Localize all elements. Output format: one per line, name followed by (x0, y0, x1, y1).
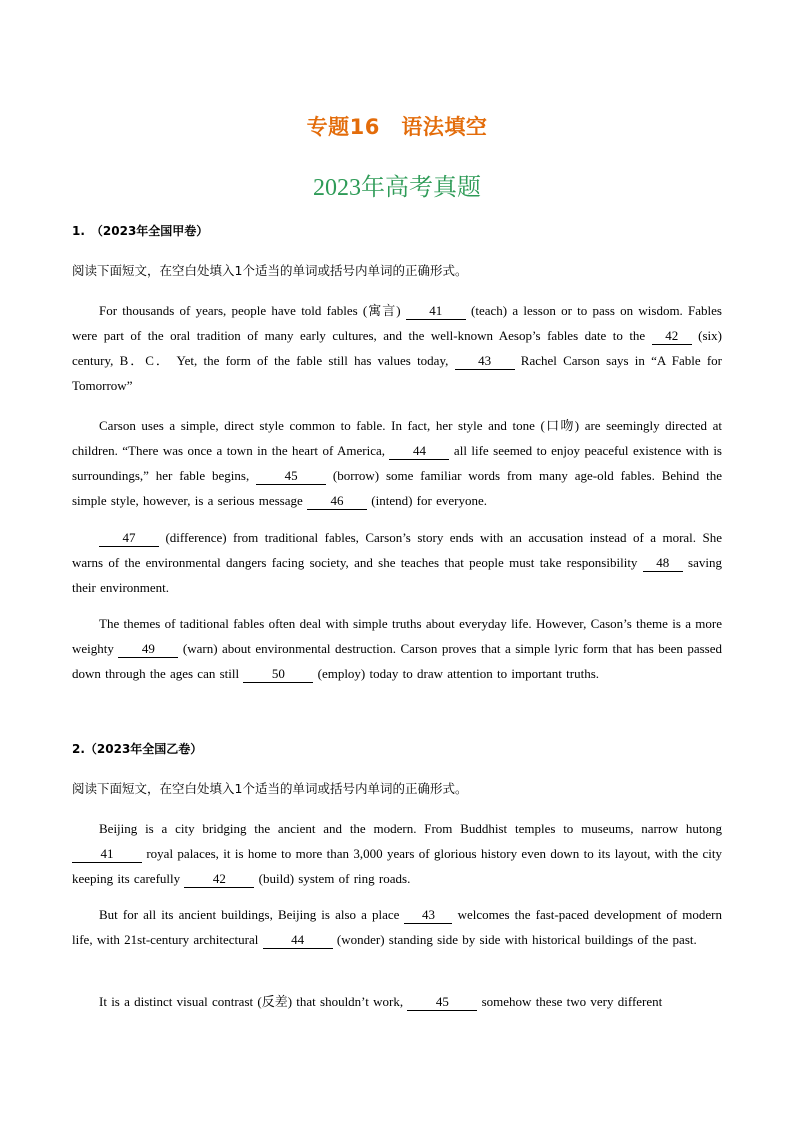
passage-text: (borrow) some familiar words from many age-old fables. Behind the simple style, however, is a serious message (72, 468, 722, 508)
passage-text: (teach) a lesson or to pass on wisdom. Fables were part of the oral tradition of many early cultures, and the well-known Aesop’s fables date to the (72, 303, 722, 343)
blank-46[interactable]: 46 (307, 492, 367, 510)
blank-43[interactable]: 43 (455, 352, 515, 370)
passage-text: But for all its ancient buildings, Beijing is also a place (99, 907, 405, 922)
blank-49[interactable]: 49 (118, 640, 178, 658)
blank-41[interactable]: 41 (72, 845, 142, 863)
question-2-paragraph-3 (72, 989, 722, 1014)
question-1-paragraph-4 (72, 611, 722, 686)
passage-text: (difference) from traditional fables, Carson’s story ends with an accusation instead of a moral. She warns of the environmental dangers facing society, and she teaches that people must take responsibility (72, 530, 722, 570)
passage-text: royal palaces, it is home to more than 3,000 years of glorious history even down to its layout, with the city keeping its carefully (72, 846, 722, 886)
blank-44[interactable]: 44 (389, 442, 449, 460)
passage-text: welcomes the fast-paced development of modern life, with 21st-century architectural (72, 907, 722, 947)
blank-50[interactable]: 50 (243, 665, 313, 683)
question-1-paragraph-2 (72, 413, 722, 513)
question-2-paragraph-1 (72, 816, 722, 891)
blank-45[interactable]: 45 (407, 993, 477, 1011)
passage-text: (warn) about environmental destruction. Carson proves that a simple lyric form that has been passed down through the ages can still (72, 641, 722, 681)
passage-text: (intend) for everyone. (367, 493, 487, 508)
passage-text: saving their environment. (72, 555, 722, 595)
passage-text: Beijing is a city bridging the ancient and the modern. From Buddhist temples to museums, narrow hutong (99, 821, 722, 836)
passage-text: (six) century, B．C． Yet, the form of the fable still has values today, (72, 328, 722, 368)
passage-text: The themes of taditional fables often deal with simple truths about everyday life. However, Cason’s theme is a more weighty (72, 616, 722, 656)
question-1-paragraph-3 (72, 525, 722, 600)
question-2-instruction: 阅读下面短文，在空白处填入1个适当的单词或括号内单词的正确形式。 (72, 781, 468, 796)
blank-44[interactable]: 44 (263, 931, 333, 949)
blank-42[interactable]: 42 (652, 327, 692, 345)
blank-41[interactable]: 41 (406, 302, 466, 320)
page-subtitle: 2023年高考真题 (313, 175, 481, 201)
passage-text: all life seemed to enjoy peaceful existence with is surroundings,” her fable begins, (72, 443, 722, 483)
passage-text: Carson uses a simple, direct style common to fable. In fact, her style and tone (口吻) are seemingly directed at children. “There was once a town in the heart of America, (72, 418, 722, 458)
passage-text: somehow these two very different (477, 994, 663, 1009)
passage-text: (wonder) standing side by side with historical buildings of the past. (332, 932, 697, 947)
blank-48[interactable]: 48 (643, 554, 683, 572)
blank-42[interactable]: 42 (184, 870, 254, 888)
question-1-paragraph-1 (72, 298, 722, 398)
blank-45[interactable]: 45 (256, 467, 326, 485)
question-1-heading: 1. （2023年全国甲卷） (72, 224, 209, 238)
question-1-instruction: 阅读下面短文，在空白处填入1个适当的单词或括号内单词的正确形式。 (72, 263, 468, 278)
passage-text: (employ) today to draw attention to important truths. (313, 666, 599, 681)
blank-47[interactable]: 47 (99, 529, 159, 547)
page-title: 专题16 语法填空 (306, 115, 488, 139)
passage-text: It is a distinct visual contrast (反差) that shouldn’t work, (99, 994, 408, 1009)
passage-text: Rachel Carson says in “A Fable for Tomorrow” (72, 353, 722, 393)
passage-text: (build) system of ring roads. (254, 871, 411, 886)
passage-text: For thousands of years, people have told fables (寓言) (99, 303, 406, 318)
question-2-heading: 2.（2023年全国乙卷） (72, 742, 203, 756)
blank-43[interactable]: 43 (404, 906, 452, 924)
question-2-paragraph-2 (72, 902, 722, 952)
